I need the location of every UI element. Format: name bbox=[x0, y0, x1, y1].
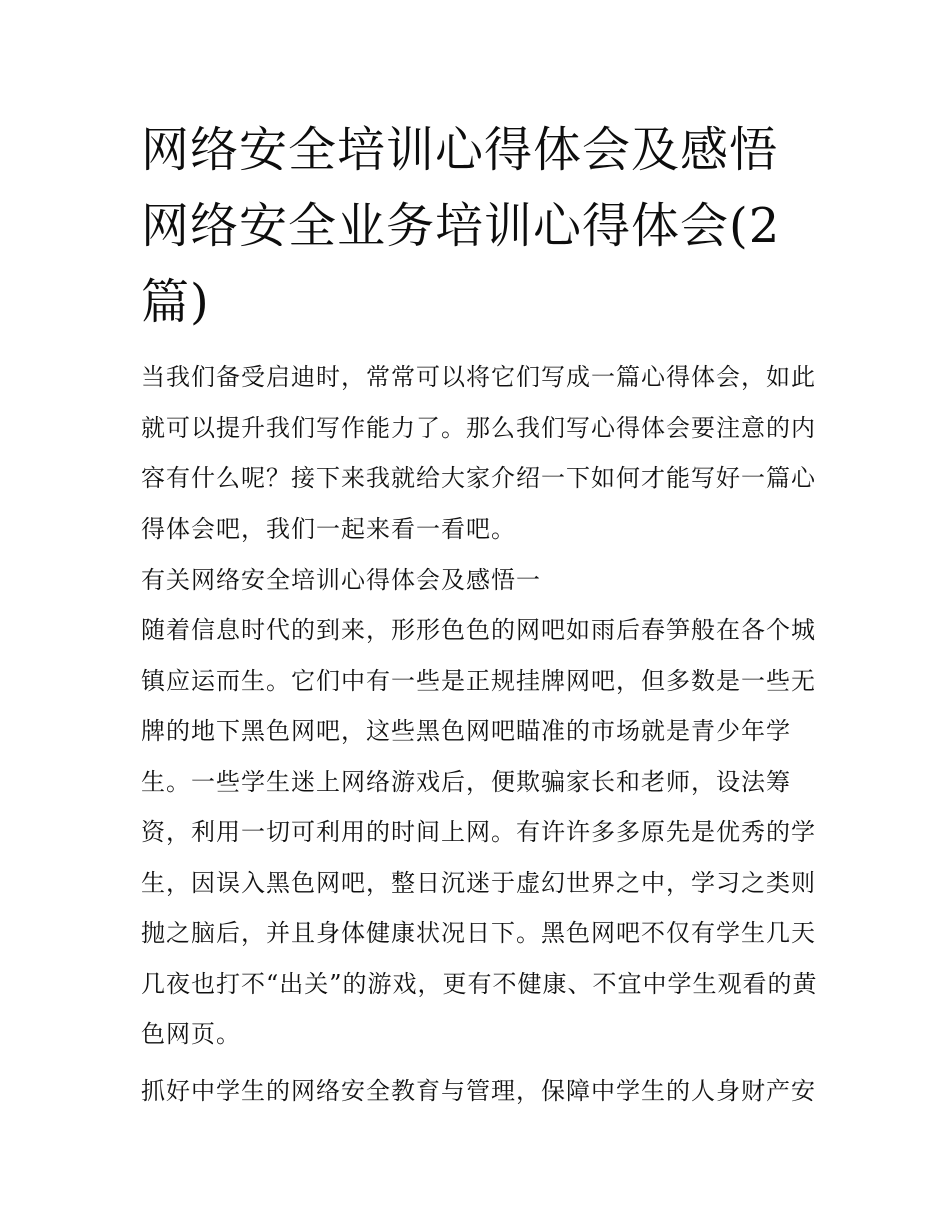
body-paragraph-2: 抓好中学生的网络安全教育与管理，保障中学生的人身财产安 bbox=[141, 1077, 816, 1105]
body-paragraph-1: 随着信息时代的到来，形形色色的网吧如雨后春笋般在各个城镇应运而生。它们中有一些是正规挂牌网吧，但多数是一些无牌的地下黑色网吧，这些黑色网吧瞄准的市场就是青少年学生。一些学生迷上网络游戏后，便欺骗家长和老师，设法筹资，利用一切可利用的时间上网。有许许多多原先是优秀的学生，因误入黑色网吧，整日沉迷于虚幻世界之中，学习之类则抛之脑后，并且身体健康状况日下。黑色网吧不仅有学生几天几夜也打不“出关”的游戏，更有不健康、不宜中学生观看的黄色网页。 bbox=[141, 616, 818, 1048]
section-heading: 有关网络安全培训心得体会及感悟一 bbox=[141, 566, 541, 594]
document-title: 网络安全培训心得体会及感悟网络安全业务培训心得体会(2篇) bbox=[141, 122, 781, 330]
intro-paragraph: 当我们备受启迪时，常常可以将它们写成一篇心得体会，如此就可以提升我们写作能力了。那么我们写心得体会要注意的内容有什么呢？接下来我就给大家介绍一下如何才能写好一篇心得体会吧，我们一起来看一看吧。 bbox=[141, 363, 816, 543]
